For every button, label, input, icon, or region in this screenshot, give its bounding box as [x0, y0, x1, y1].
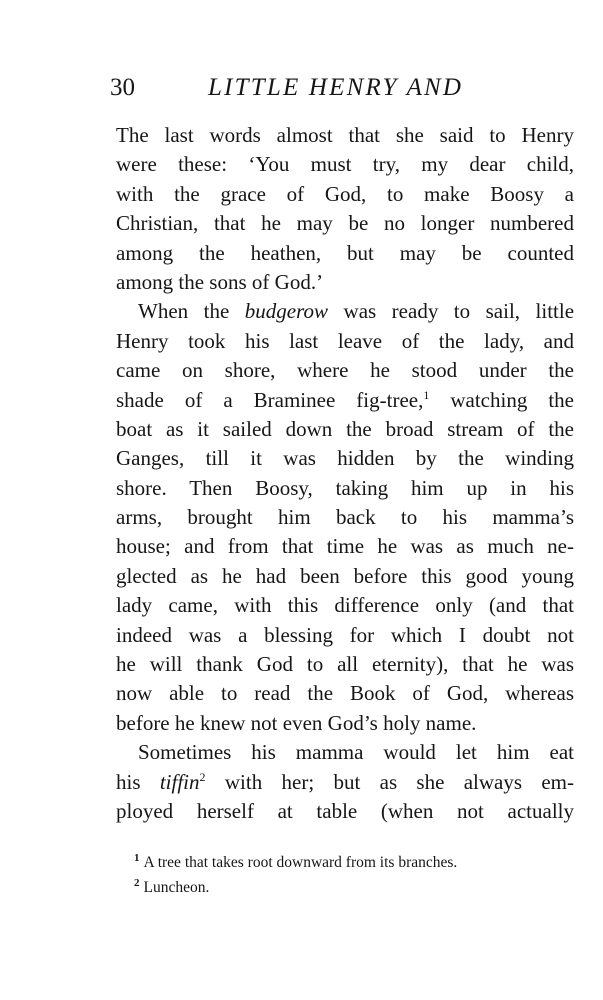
text-line: were these: ‘You must try, my dear child, — [116, 152, 574, 177]
footnote — [134, 850, 574, 875]
text-line: he will thank God to all eternity), that he was — [116, 652, 574, 677]
footnote-ref: 2 — [199, 769, 206, 784]
page-header — [110, 70, 574, 106]
text-line: ployed herself at table (when not actually — [116, 798, 574, 823]
text-line: now able to read the Book of God, whereas — [116, 681, 574, 706]
text-line: with the grace of God, to make Boosy a — [116, 181, 574, 206]
footnote — [134, 875, 574, 900]
footnote-text: A tree that takes root downward from its branches. — [143, 854, 458, 871]
footnotes — [134, 850, 574, 900]
running-head: LITTLE HENRY AND — [208, 74, 464, 101]
text-line: among the sons of God.’ — [116, 269, 324, 294]
footnote-marker: 1 — [134, 851, 140, 864]
text-line: shore. Then Boosy, taking him up in his — [116, 475, 574, 500]
text-line: indeed was a blessing for which I doubt not — [116, 622, 574, 647]
body-text — [116, 121, 574, 826]
footnote-ref: 1 — [423, 387, 430, 402]
italic-term: tiffin — [159, 769, 200, 794]
text-line: arms, brought him back to his mamma’s — [116, 505, 574, 530]
text-line: The last words almost that she said to Henry — [116, 123, 574, 147]
page-number: 30 — [110, 74, 135, 101]
italic-term: budgerow — [244, 299, 329, 324]
text-line: glected as he had been before this good young — [116, 563, 574, 588]
text-line: Henry took his last leave of the lady, and — [116, 328, 574, 353]
footnote-text: Luncheon. — [143, 879, 210, 896]
text-line: lady came, with this difference only (and that — [116, 593, 574, 618]
footnote-marker: 2 — [134, 876, 140, 889]
text-line: house; and from that time he was as much ne- — [116, 534, 574, 559]
text-line: Sometimes his mamma would let him eat — [138, 740, 574, 765]
text-line: among the heathen, but may be counted — [116, 240, 574, 265]
text-line: before he knew not even God’s holy name. — [116, 710, 477, 735]
text-line: shade of a Braminee fig-tree,$^1$ watching the — [116, 387, 574, 412]
text-line: Ganges, till it was hidden by the winding — [116, 446, 574, 471]
text-line: When the budgerow was ready to sail, little — [138, 299, 575, 324]
text-line: Christian, that he may be no longer numbered — [116, 211, 574, 236]
text-line: came on shore, where he stood under the — [116, 358, 574, 383]
text-line: his tiffin$^2$ with her; but as she always em- — [116, 769, 575, 794]
text-line: boat as it sailed down the broad stream of the — [116, 416, 574, 441]
